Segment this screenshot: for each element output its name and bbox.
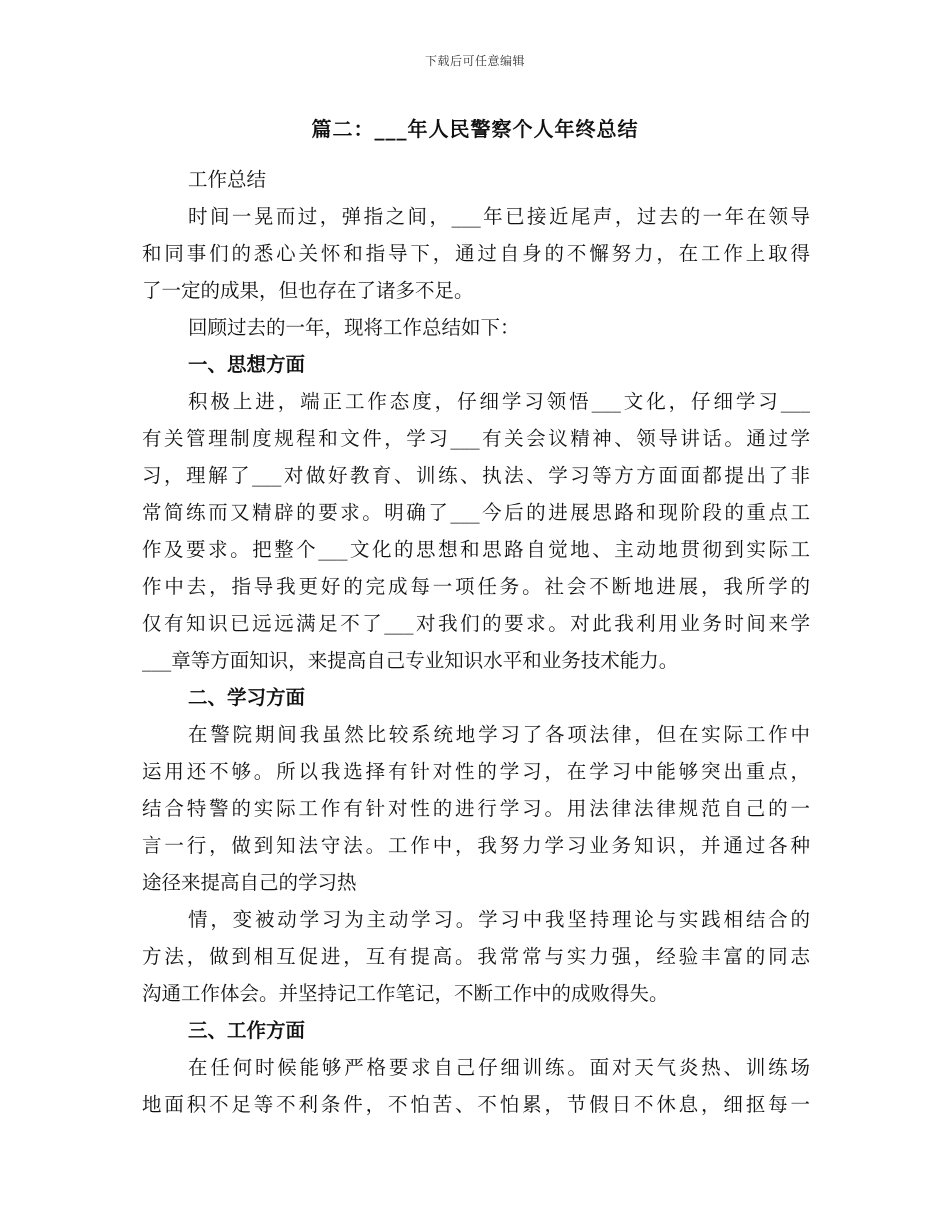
body-text-line: 积极上进，端正工作态度，仔细学习领悟___文化，仔细学习___	[188, 390, 810, 413]
page-header: 下载后可任意编辑	[424, 54, 525, 68]
body-text-line: 有关管理制度规程和文件，学习___有关会议精神、领导讲话。通过学	[142, 427, 810, 450]
body-text-line: 方法，做到相互促进，互有提高。我常常与实力强，经验丰富的同志	[142, 945, 810, 968]
body-text-line: 工作总结	[188, 168, 267, 191]
body-text-line: 时间一晃而过，弹指之间，___年已接近尾声，过去的一年在领导	[188, 205, 810, 228]
body-text-line: 和同事们的悉心关怀和指导下，通过自身的不懈努力，在工作上取得	[142, 242, 810, 265]
body-text-line: ___章等方面知识，来提高自己专业知识水平和业务技术能力。	[142, 649, 679, 672]
body-text-line: 作及要求。把整个___文化的思想和思路自觉地、主动地贯彻到实际工	[142, 538, 810, 561]
body-text-line: 结合特警的实际工作有针对性的进行学习。用法律法律规范自己的一	[142, 797, 810, 820]
section-heading: 一、思想方面	[188, 353, 306, 376]
section-heading: 二、学习方面	[188, 686, 306, 709]
section-heading: 三、工作方面	[188, 1019, 306, 1042]
body-text-line: 回顾过去的一年，现将工作总结如下：	[188, 316, 520, 339]
body-text-line: 常简练而又精辟的要求。明确了___今后的进展思路和现阶段的重点工	[142, 501, 810, 524]
document-title: 篇二：___年人民警察个人年终总结	[311, 117, 639, 141]
body-text-line: 地面积不足等不利条件，不怕苦、不怕累，节假日不休息，细抠每一	[142, 1093, 810, 1116]
body-text-line: 言一行，做到知法守法。工作中，我努力学习业务知识，并通过各种	[142, 834, 810, 857]
body-text-line: 情，变被动学习为主动学习。学习中我坚持理论与实践相结合的	[188, 908, 810, 931]
body-text-line: 习，理解了___对做好教育、训练、执法、学习等方方面面都提出了非	[142, 464, 810, 487]
body-text-line: 了一定的成果，但也存在了诸多不足。	[142, 279, 474, 302]
body-text-line: 仅有知识已远远满足不了___对我们的要求。对此我利用业务时间来学	[142, 612, 810, 635]
body-text-line: 在警院期间我虽然比较系统地学习了各项法律，但在实际工作中	[188, 723, 810, 746]
document-body	[142, 161, 810, 1123]
body-text-line: 在任何时候能够严格要求自己仔细训练。面对天气炎热、训练场	[188, 1056, 810, 1079]
body-text-line: 作中去，指导我更好的完成每一项任务。社会不断地进展，我所学的	[142, 575, 810, 598]
body-text-line: 途径来提高自己的学习热	[142, 871, 357, 894]
body-text-line: 沟通工作体会。并坚持记工作笔记，不断工作中的成败得失。	[142, 982, 669, 1005]
body-text-line: 运用还不够。所以我选择有针对性的学习，在学习中能够突出重点，	[142, 760, 810, 783]
